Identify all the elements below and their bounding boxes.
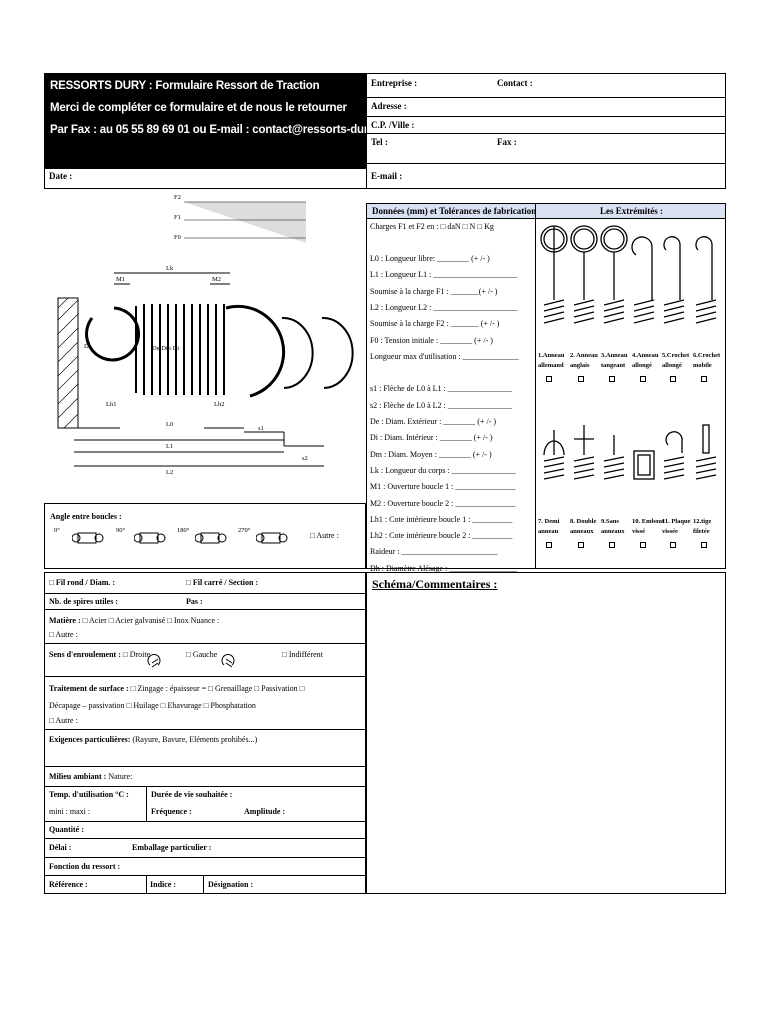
extremite-checkbox[interactable] bbox=[640, 376, 646, 382]
extremite-caption: 2. Anneau bbox=[570, 352, 598, 359]
data-field-line[interactable]: L2 : Longueur L2 : _____________________ bbox=[370, 302, 518, 312]
extremite-checkbox[interactable] bbox=[670, 376, 676, 382]
extremite-caption: anneaux bbox=[570, 528, 594, 535]
extremite-caption: 3.Anneau bbox=[601, 352, 628, 359]
extremite-caption: allongé bbox=[662, 362, 682, 369]
extremite-checkbox[interactable] bbox=[578, 542, 584, 548]
data-field-line[interactable]: Dm : Diam. Moyen : ________ (+ /- ) bbox=[370, 449, 492, 459]
pas-label: Pas : bbox=[186, 597, 203, 606]
schema-box[interactable] bbox=[366, 572, 726, 894]
data-field-line[interactable]: Longueur max d'utilisation : ______________ bbox=[370, 351, 519, 361]
data-field-line[interactable]: Lk : Longueur du corps : ________________ bbox=[370, 465, 516, 475]
header-instructions: Merci de compléter ce formulaire et de nous le retourner bbox=[50, 102, 347, 114]
fil-carre-field[interactable]: □ Fil carré / Section : bbox=[186, 578, 259, 587]
extremite-checkbox[interactable] bbox=[546, 376, 552, 382]
label-m2: M2 bbox=[212, 276, 222, 283]
extremite-caption: vissée bbox=[662, 528, 678, 535]
extremite-checkbox[interactable] bbox=[701, 542, 707, 548]
data-field-line[interactable]: L1 : Longueur L1 : _____________________ bbox=[370, 270, 518, 280]
data-field-line[interactable]: De : Diam. Extérieur : ________ (+ /- ) bbox=[370, 417, 497, 426]
spring-left-icon bbox=[220, 645, 238, 676]
data-field-line[interactable]: s2 : Flèche de L0 à L2 : ________________ bbox=[370, 400, 512, 410]
matiere-label: Matière : bbox=[49, 616, 81, 625]
sens-gauche[interactable]: □ Gauche bbox=[186, 650, 218, 659]
extremite-caption: 8. Double bbox=[570, 518, 597, 525]
matiere-options[interactable]: □ Acier □ Acier galvanisé □ Inox Nuance : bbox=[82, 616, 220, 625]
label-l0: L0 bbox=[166, 421, 174, 428]
label-f0: F0 bbox=[174, 234, 181, 241]
label-lh1: Lh1 bbox=[106, 401, 117, 408]
extremite-caption: anneau bbox=[538, 528, 559, 535]
extremite-caption: 10. Embout bbox=[632, 518, 665, 525]
exigences-hint: (Rayure, Bavure, Eléments prohibés...) bbox=[130, 735, 258, 744]
angle-spring-icon bbox=[72, 530, 104, 551]
data-field-line[interactable]: L0 : Longueur libre: ________ (+ /- ) bbox=[370, 254, 490, 263]
label-l2: L2 bbox=[166, 469, 174, 476]
angle-autre[interactable]: □ Autre : bbox=[310, 531, 339, 540]
sens-indifferent[interactable]: □ Indifférent bbox=[282, 650, 323, 659]
temp-label: Temp. d'utilisation °C : bbox=[49, 790, 129, 799]
data-field-line[interactable]: Lh1 : Cote intérieure boucle 1 : __________ bbox=[370, 514, 513, 524]
traitement-options-2[interactable]: Décapage – passivation □ Huilage □ Ebavurage □ Phosphatation bbox=[49, 701, 256, 710]
fonction-label: Fonction du ressort : bbox=[49, 862, 121, 871]
extremite-caption: allongé bbox=[632, 362, 652, 369]
data-section-title: Données (mm) et Tolérances de fabrication bbox=[372, 206, 537, 216]
angle-title: Angle entre boucles : bbox=[50, 512, 122, 521]
label-m1: M1 bbox=[116, 276, 126, 283]
indice-label: Indice : bbox=[150, 880, 176, 889]
data-field-line[interactable]: Lh2 : Cote intérieure boucle 2 : __________ bbox=[370, 531, 513, 541]
angle-spring-icon bbox=[195, 530, 227, 551]
fax-label: Fax : bbox=[497, 137, 517, 147]
nb-spires-label: Nb. de spires utiles : bbox=[49, 597, 118, 606]
extremite-caption: anglais bbox=[570, 362, 590, 369]
extremite-caption: tangeant bbox=[601, 362, 626, 369]
email-label: E-mail : bbox=[371, 171, 403, 181]
extremite-checkbox[interactable] bbox=[578, 376, 584, 382]
extremites-title: Les Extrémités : bbox=[600, 206, 663, 216]
temp-values[interactable]: mini : maxi : bbox=[49, 807, 91, 816]
emballage-label: Emballage particulier : bbox=[132, 843, 212, 852]
frequence-label: Fréquence : bbox=[151, 807, 192, 816]
label-s2: s2 bbox=[302, 455, 308, 462]
data-field-line[interactable]: M1 : Ouverture boucle 1 : _______________ bbox=[370, 482, 516, 492]
sens-label: Sens d'enroulement : bbox=[49, 650, 121, 659]
extremite-caption: vissé bbox=[632, 528, 645, 535]
extremite-caption: filetée bbox=[693, 528, 710, 535]
label-f2: F2 bbox=[174, 194, 181, 201]
cp-ville-label: C.P. /Ville : bbox=[371, 120, 415, 130]
milieu-label: Milieu ambiant : bbox=[49, 772, 107, 781]
contact-box bbox=[366, 73, 726, 189]
extremite-caption: allemand bbox=[538, 362, 564, 369]
sens-droite[interactable]: □ Droite bbox=[122, 650, 151, 659]
amplitude-label: Amplitude : bbox=[244, 807, 286, 816]
label-f1: F1 bbox=[174, 214, 181, 221]
angle-option[interactable]: 90° bbox=[116, 527, 126, 534]
schema-title: Schéma/Commentaires : bbox=[372, 577, 498, 591]
extremite-caption: 11. Plaque bbox=[662, 518, 691, 525]
label-s1: s1 bbox=[258, 425, 264, 432]
date-label: Date : bbox=[49, 171, 73, 181]
data-field-line[interactable]: Di : Diam. Intérieur : ________ (+ /- ) bbox=[370, 433, 493, 443]
header-title: RESSORTS DURY : Formulaire Ressort de Traction bbox=[50, 80, 320, 92]
label-lh2: Lh2 bbox=[214, 401, 225, 408]
extremite-caption: 9.Sans bbox=[601, 518, 619, 525]
label-di-left: Di bbox=[84, 343, 91, 350]
spring-diagram bbox=[44, 188, 366, 503]
extremite-checkbox[interactable] bbox=[546, 542, 552, 548]
label-de-dm-di: De Dm Di bbox=[152, 345, 180, 352]
contact-label: Contact : bbox=[497, 78, 533, 88]
header-fax-text: Par Fax : au 05 55 89 69 01 ou E-mail : bbox=[50, 124, 253, 136]
header-contact-line bbox=[50, 124, 384, 136]
extremite-caption: mobile bbox=[693, 362, 712, 369]
extremite-caption: 4.Anneau bbox=[632, 352, 659, 359]
duree-label: Durée de vie souhaitée : bbox=[151, 790, 233, 799]
milieu-nature: Nature: bbox=[106, 772, 133, 781]
data-field-line[interactable]: F0 : Tension initiale : ________ (+ /- ) bbox=[370, 335, 493, 345]
traitement-autre[interactable]: □ Autre : bbox=[49, 716, 78, 725]
fil-rond-field[interactable]: □ Fil rond / Diam. : bbox=[49, 578, 116, 587]
data-field-line[interactable]: s1 : Flèche de L0 à L1 : ________________ bbox=[370, 384, 512, 394]
angle-spring-icon bbox=[134, 530, 166, 551]
angle-option[interactable]: 0° bbox=[54, 527, 60, 534]
extremite-caption: 12.tige bbox=[693, 518, 712, 525]
entreprise-label: Entreprise : bbox=[371, 78, 418, 88]
data-field-line[interactable]: M2 : Ouverture boucle 2 : _______________ bbox=[370, 498, 516, 508]
extremite-checkbox[interactable] bbox=[609, 542, 615, 548]
extremite-caption: 6.Crochet bbox=[693, 352, 721, 359]
adresse-label: Adresse : bbox=[371, 101, 407, 111]
extremite-checkbox[interactable] bbox=[640, 542, 646, 548]
exigences-label: Exigences particulières: bbox=[49, 735, 131, 744]
extremite-caption: anneaux bbox=[601, 528, 625, 535]
traitement-label: Traitement de surface : bbox=[49, 684, 129, 693]
label-lk: Lk bbox=[166, 265, 174, 272]
extremite-caption: 7. Demi bbox=[538, 518, 560, 525]
spring-right-icon bbox=[146, 645, 164, 676]
traitement-options-1[interactable]: □ Zingage : épaisseur = □ Grenaillage □ Passivation □ bbox=[130, 684, 305, 693]
tel-label: Tel : bbox=[371, 137, 388, 147]
delai-label: Délai : bbox=[49, 843, 72, 852]
reference-label: Référence : bbox=[49, 880, 88, 889]
extremites-images bbox=[536, 219, 725, 569]
data-field-line[interactable]: Raideur : ________________________ bbox=[370, 547, 498, 557]
extremite-caption: 1.Anneau bbox=[538, 352, 565, 359]
angle-option[interactable]: 180° bbox=[177, 527, 190, 534]
data-field-line[interactable]: Dh : Diamètre Alésage : _________________ bbox=[370, 563, 518, 573]
label-l1: L1 bbox=[166, 443, 174, 450]
matiere-autre[interactable]: □ Autre : bbox=[49, 630, 78, 639]
quantite-label: Quantité : bbox=[49, 825, 84, 834]
extremite-checkbox[interactable] bbox=[701, 376, 707, 382]
extremite-caption: 5.Crochet bbox=[662, 352, 690, 359]
angle-spring-icon bbox=[256, 530, 288, 551]
data-field-line[interactable]: Soumise à la charge F1 : _______(+ /- ) bbox=[370, 286, 498, 296]
data-field-line[interactable]: Soumise à la charge F2 : _______ (+ /- ) bbox=[370, 319, 500, 329]
designation-label: Désignation : bbox=[208, 880, 254, 889]
charges-unit: Charges F1 et F2 en : □ daN □ N □ Kg bbox=[370, 222, 494, 231]
angle-option[interactable]: 270° bbox=[238, 527, 251, 534]
extremite-checkbox[interactable] bbox=[670, 542, 676, 548]
header-email-link[interactable]: contact@ressorts-dury.fr bbox=[252, 124, 385, 136]
extremite-checkbox[interactable] bbox=[609, 376, 615, 382]
